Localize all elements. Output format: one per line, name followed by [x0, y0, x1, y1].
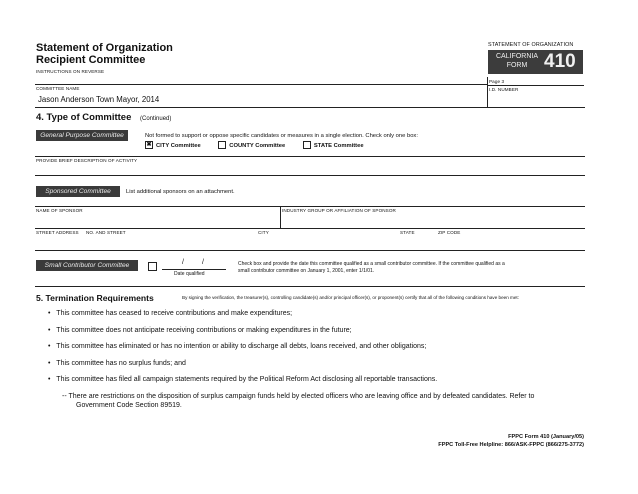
- committee-name-label: COMMITTEE NAME: [36, 86, 80, 91]
- termination-item: • This committee has filed all campaign statements required by the Political Reform Act disclosing all reportable transactions.: [48, 376, 438, 383]
- county-checkbox[interactable]: [218, 141, 226, 149]
- instructions-note: INSTRUCTIONS ON REVERSE: [36, 69, 105, 74]
- form-subtitle: Recipient Committee: [36, 54, 146, 66]
- small-contributor-text-2: small contributor committee on January 1, 2001, enter 1/1/01.: [238, 268, 375, 274]
- option-city[interactable]: [145, 143, 201, 149]
- activity-description-label: PROVIDE BRIEF DESCRIPTION OF ACTIVITY: [36, 158, 138, 163]
- section5-heading: 5. Termination Requirements: [36, 293, 154, 303]
- committee-type-options: [145, 141, 364, 150]
- option-county-label: COUNTY Committee: [229, 142, 286, 149]
- section4-heading: [36, 112, 171, 125]
- state-label: STATE: [400, 230, 415, 235]
- termination-item-text: This committee has eliminated or has no intention or ability to discharge all debts, loans received, and other obligations;: [56, 343, 427, 350]
- termination-item-text: This committee has ceased to receive contributions and make expenditures;: [56, 310, 293, 317]
- street-address-label: STREET ADDRESS: [36, 230, 79, 235]
- committee-name-value[interactable]: Jason Anderson Town Mayor, 2014: [38, 95, 160, 104]
- option-state[interactable]: [303, 143, 364, 149]
- termination-item: • This committee has no surplus funds; and: [48, 360, 186, 367]
- sponsored-committee-label: Sponsored Committee: [36, 186, 120, 197]
- date-qualified-field[interactable]: [162, 259, 226, 270]
- date-separator-1: /: [182, 259, 184, 266]
- fppc-helpline: FPPC Toll-Free Helpline: 866/ASK-FPPC (866/275-3772): [438, 442, 584, 448]
- date-separator-2: /: [202, 259, 204, 266]
- option-county[interactable]: [218, 143, 285, 149]
- section4-title: 4. Type of Committee: [36, 112, 132, 123]
- city-label: CITY: [258, 230, 269, 235]
- form-badge: [488, 50, 583, 74]
- termination-item-text: This committee has filed all campaign statements required by the Political Reform Act disclosing all reportable transactions.: [56, 376, 438, 383]
- form-version: FPPC Form 410 (January/05): [508, 434, 584, 440]
- surplus-funds-note-cont: Government Code Section 89519.: [76, 402, 182, 409]
- state-checkbox[interactable]: [303, 141, 311, 149]
- section5-intro: By signing the verification, the treasurer(s), controlling candidate(s) and/or principal officer(s), or proponent(s) certify that all of the following conditions have been met:: [182, 295, 519, 300]
- termination-item: • This committee does not anticipate receiving contributions or making expenditures in the future;: [48, 327, 352, 334]
- surplus-funds-note: -- There are restrictions on the disposition of surplus campaign funds held by elected officers who are leaving office and by defeated candidates. Refer to: [62, 393, 535, 400]
- street-address-hint: NO. AND STREET: [86, 230, 126, 235]
- form-state: CALIFORNIA: [495, 53, 538, 60]
- section4-continued: (Continued): [140, 116, 172, 122]
- general-purpose-label: General Purpose Committee: [36, 130, 128, 141]
- sponsor-name-label: NAME OF SPONSOR: [36, 208, 83, 213]
- termination-item: • This committee has ceased to receive contributions and make expenditures;: [48, 310, 293, 317]
- page-number: Page 3: [489, 79, 505, 84]
- date-qualified-label: Date qualified: [174, 271, 205, 277]
- general-purpose-text: Not formed to support or oppose specific candidates or measures in a single election. Check only one box:: [145, 133, 418, 139]
- option-city-label: CITY Committee: [156, 142, 201, 149]
- zip-code-label: ZIP CODE: [438, 230, 461, 235]
- option-state-label: STATE Committee: [313, 142, 364, 149]
- sponsored-committee-text: List additional sponsors on an attachment.: [126, 189, 235, 195]
- statement-label: STATEMENT OF ORGANIZATION: [488, 42, 574, 48]
- small-contributor-checkbox[interactable]: [148, 262, 157, 271]
- termination-item-text: This committee has no surplus funds; and: [56, 360, 186, 367]
- small-contributor-text-1: Check box and provide the date this committee qualified as a small contributor committee. If the committee qualified as a: [238, 261, 505, 267]
- termination-item-text: This committee does not anticipate receiving contributions or making expenditures in the future;: [56, 327, 352, 334]
- termination-item: • This committee has eliminated or has no intention or ability to discharge all debts, loans received, and other obligations;: [48, 343, 427, 350]
- small-contributor-label: Small Contributor Committee: [36, 260, 138, 271]
- form-word: FORM: [506, 62, 528, 69]
- industry-group-label: INDUSTRY GROUP OR AFFILIATION OF SPONSOR: [282, 208, 396, 213]
- form-number: 410: [544, 51, 576, 72]
- city-checkbox[interactable]: ✖: [146, 142, 152, 148]
- form-title: Statement of Organization: [36, 42, 173, 54]
- id-number-label: I.D. NUMBER: [489, 87, 519, 92]
